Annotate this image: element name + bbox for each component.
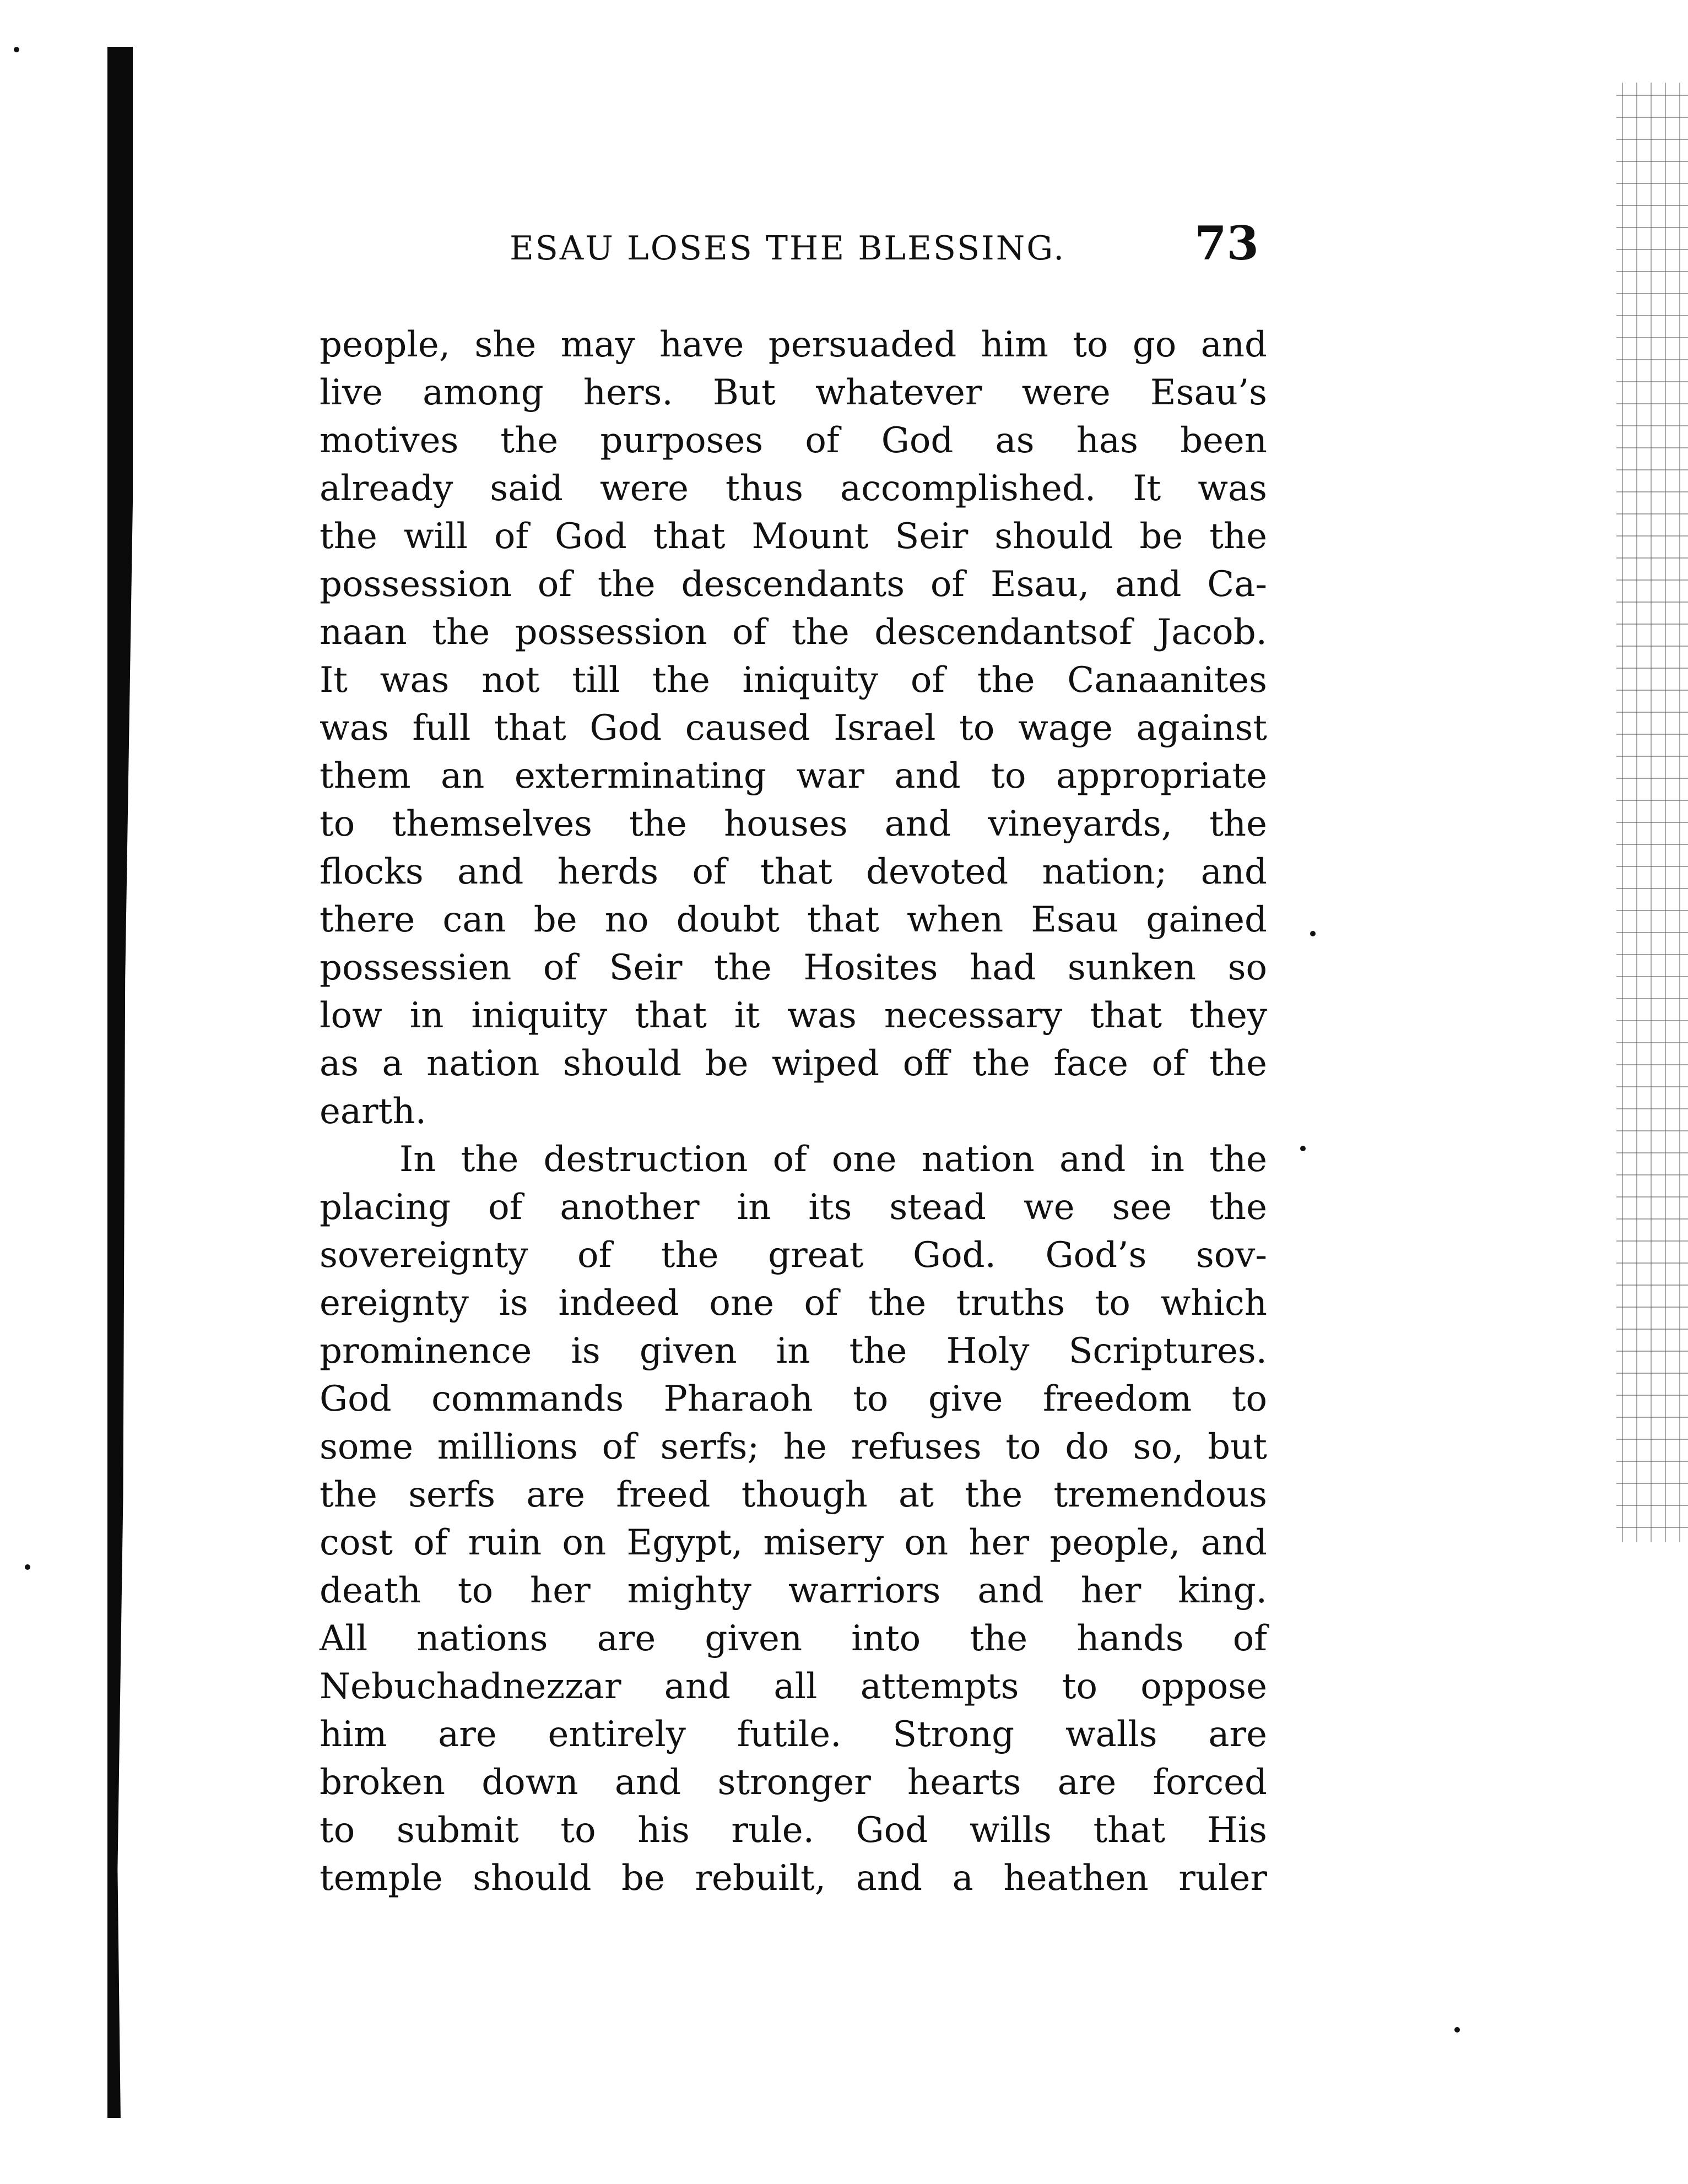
scan-speck [1310,931,1316,936]
text-line: to submit to his rule. God wills that His [320,1810,1267,1851]
text-line: motives the purposes of God as has been [320,420,1267,461]
text-line: sovereignty of the great God. God’s sov- [320,1235,1267,1276]
scan-speck [25,1564,30,1570]
text-line: to themselves the houses and vineyards, the [320,804,1267,844]
text-line: God commands Pharaoh to give freedom to [320,1379,1267,1419]
running-header [510,216,1259,282]
text-line: the serfs are freed though at the tremendous [320,1475,1267,1515]
text-line: prominence is given in the Holy Scriptures. [320,1331,1267,1372]
text-line: naan the possession of the descendantsof Jacob. [320,612,1267,653]
text-line: live among hers. But whatever were Esau’s [320,372,1267,413]
page-number: 73 [1194,216,1259,270]
scan-speck [1454,2027,1460,2033]
text-line: flocks and herds of that devoted nation; and [320,852,1267,892]
text-line: possessien of Seir the Hosites had sunken so [320,947,1267,988]
text-line: ereignty is indeed one of the truths to which [320,1283,1267,1324]
text-line: them an exterminating war and to appropriate [320,756,1267,796]
text-line: cost of ruin on Egypt, misery on her people, and [320,1522,1267,1563]
text-line: as a nation should be wiped off the face of the [320,1043,1267,1084]
text-line: Nebuchadnezzar and all attempts to oppose [320,1666,1267,1707]
text-line: already said were thus accomplished. It was [320,468,1267,509]
text-line: some millions of serfs; he refuses to do so, but [320,1427,1267,1467]
paragraph-1 [320,321,1267,1136]
scan-speck [1300,1146,1306,1151]
text-line: temple should be rebuilt, and a heathen ruler [320,1858,1267,1899]
text-line: placing of another in its stead we see the [320,1187,1267,1228]
text-line: possession of the descendants of Esau, and Ca- [320,564,1267,605]
text-line: death to her mighty warriors and her king. [320,1570,1267,1611]
binding-shadow [107,47,133,2118]
text-line: broken down and stronger hearts are forced [320,1762,1267,1803]
text-line: In the destruction of one nation and in the [399,1139,1267,1180]
text-line: the will of God that Mount Seir should be the [320,516,1267,557]
body-text [320,321,1267,1903]
text-line: was full that God caused Israel to wage against [320,708,1267,749]
scan-speck [14,47,19,52]
text-line: It was not till the iniquity of the Canaanites [320,660,1267,701]
page-edge-noise [1616,83,1688,1542]
text-line: there can be no doubt that when Esau gained [320,899,1267,940]
paragraph-2 [320,1136,1267,1903]
text-line: All nations are given into the hands of [320,1618,1267,1659]
running-title: ESAU LOSES THE BLESSING. [510,229,1066,268]
text-line: earth. [320,1091,426,1132]
text-line: low in iniquity that it was necessary that they [320,995,1267,1036]
text-line: him are entirely futile. Strong walls are [320,1714,1267,1755]
text-line: people, she may have persuaded him to go and [320,324,1267,365]
